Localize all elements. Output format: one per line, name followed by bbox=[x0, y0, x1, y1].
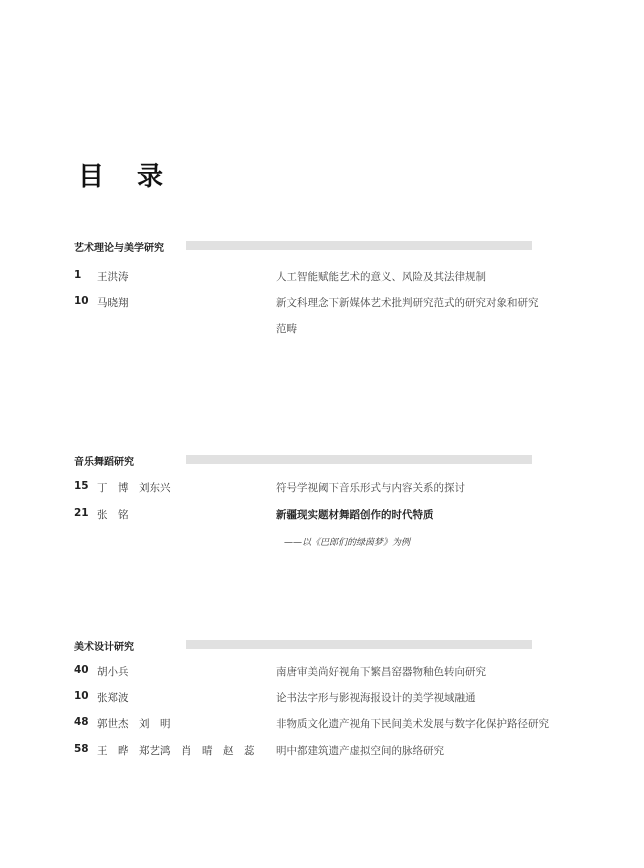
article-title[interactable]: 非物质文化遗产视角下民间美术发展与数字化保护路径研究 bbox=[276, 718, 549, 730]
toc-entry[interactable] bbox=[0, 743, 644, 759]
article-title[interactable]: 南唐审美尚好视角下繁昌窑器物釉色转向研究 bbox=[276, 666, 486, 678]
section-title: 美术设计研究 bbox=[74, 642, 134, 653]
article-title[interactable]: 人工智能赋能艺术的意义、风险及其法律规制 bbox=[276, 271, 486, 283]
entry-authors: 张郑波 bbox=[97, 692, 129, 704]
entry-authors: 丁 博 刘东兴 bbox=[97, 482, 171, 494]
section-title: 艺术理论与美学研究 bbox=[74, 243, 164, 254]
entry-authors: 马晓翔 bbox=[97, 297, 129, 309]
article-title[interactable]: 符号学视阈下音乐形式与内容关系的探讨 bbox=[276, 482, 465, 494]
entry-authors: 郭世杰 刘 明 bbox=[97, 718, 171, 730]
section-divider-bar bbox=[186, 455, 532, 464]
page-number: 1 bbox=[74, 269, 82, 281]
toc-entry[interactable] bbox=[0, 269, 644, 285]
article-title-continuation: 范畴 bbox=[276, 323, 297, 335]
page-number: 40 bbox=[74, 664, 89, 676]
toc-entry[interactable] bbox=[0, 664, 644, 680]
article-title[interactable]: 明中都建筑遗产虚拟空间的脉络研究 bbox=[276, 745, 444, 757]
section-title: 音乐舞蹈研究 bbox=[74, 457, 134, 468]
page-title: 目 录 bbox=[78, 162, 176, 192]
section-header bbox=[74, 241, 544, 253]
page-number: 48 bbox=[74, 716, 89, 728]
page-number: 10 bbox=[74, 295, 89, 307]
toc-entry[interactable] bbox=[0, 507, 644, 523]
page-number: 10 bbox=[74, 690, 89, 702]
page-number: 58 bbox=[74, 743, 89, 755]
article-title[interactable]: 新文科理念下新媒体艺术批判研究范式的研究对象和研究 bbox=[276, 297, 539, 309]
entry-authors: 胡小兵 bbox=[97, 666, 129, 678]
entry-authors: 张 铭 bbox=[97, 509, 129, 521]
section-divider-bar bbox=[186, 241, 532, 250]
toc-entry[interactable] bbox=[0, 716, 644, 732]
section-header bbox=[74, 640, 544, 652]
article-title[interactable]: 论书法字形与影视海报设计的美学视域融通 bbox=[276, 692, 476, 704]
page-number: 21 bbox=[74, 507, 89, 519]
entry-authors: 王洪涛 bbox=[97, 271, 129, 283]
article-title[interactable]: 新疆现实题材舞蹈创作的时代特质 bbox=[276, 509, 434, 521]
section-header bbox=[74, 455, 544, 467]
page-number: 15 bbox=[74, 480, 89, 492]
toc-entry[interactable] bbox=[0, 295, 644, 311]
toc-entry[interactable] bbox=[0, 480, 644, 496]
section-divider-bar bbox=[186, 640, 532, 649]
toc-entry[interactable] bbox=[0, 690, 644, 706]
entry-authors: 王 晔 郑艺鸿 肖 晴 赵 蕊 bbox=[97, 745, 255, 757]
article-subtitle: ——以《巴郎们的绿茵梦》为例 bbox=[284, 538, 411, 548]
